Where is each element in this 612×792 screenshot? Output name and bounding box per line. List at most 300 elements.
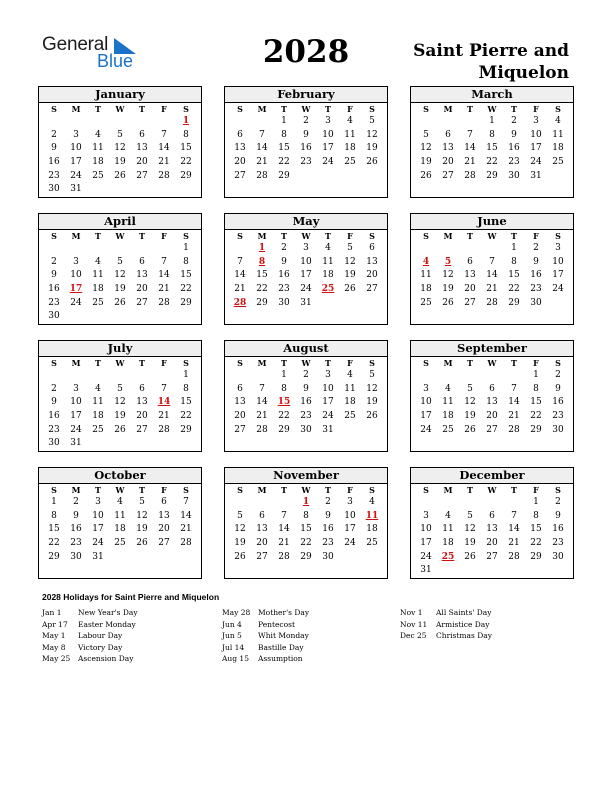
calendar-year: 2028	[262, 34, 350, 70]
day-cell: 3	[423, 510, 429, 521]
holiday-name: Easter Monday	[78, 619, 136, 629]
day-cell: 30	[48, 438, 60, 449]
day-cell: 14	[464, 143, 476, 154]
weekday-header: M	[71, 104, 81, 114]
day-cell: 28	[464, 170, 476, 181]
day-cell: 21	[158, 411, 170, 422]
day-cell: 13	[234, 397, 246, 408]
day-cell: 22	[486, 157, 498, 168]
month-title: August	[225, 341, 387, 357]
holiday-row	[400, 607, 492, 619]
day-cell: 13	[158, 510, 170, 521]
day-cell: 7	[161, 129, 167, 140]
day-cell: 11	[322, 256, 334, 267]
weekday-header: M	[443, 104, 453, 114]
day-cell: 22	[278, 411, 290, 422]
weekday-header: T	[325, 485, 331, 495]
weekday-header: S	[51, 104, 57, 114]
day-cell: 4	[445, 383, 451, 394]
day-cell: 4	[445, 510, 451, 521]
holiday-date: May 25	[42, 654, 71, 663]
day-cell: 21	[256, 157, 268, 168]
day-cell: 26	[136, 538, 148, 549]
day-cell: 6	[259, 510, 265, 521]
holiday-day-cell: 28	[233, 297, 247, 308]
weekday-header: S	[423, 485, 429, 495]
weekday-header: F	[347, 104, 353, 114]
weekday-header: W	[487, 231, 497, 241]
day-cell: 8	[533, 510, 539, 521]
month-grid	[39, 230, 201, 324]
day-cell: 8	[51, 510, 57, 521]
day-cell: 23	[48, 297, 60, 308]
day-cell: 26	[114, 170, 126, 181]
day-cell: 1	[51, 497, 57, 507]
day-cell: 30	[278, 297, 290, 308]
day-cell: 14	[278, 524, 290, 535]
day-cell: 28	[158, 297, 170, 308]
day-cell: 9	[555, 510, 561, 521]
empty-day-cell	[481, 496, 503, 510]
day-cell: 26	[464, 424, 476, 435]
holiday-day-cell: 1	[182, 116, 190, 126]
weekday-header: S	[555, 231, 561, 241]
weekday-header: F	[161, 231, 167, 241]
day-cell: 22	[530, 538, 542, 549]
day-cell: 11	[92, 143, 104, 154]
day-cell: 6	[445, 129, 451, 140]
empty-day-cell	[251, 496, 273, 510]
holiday-day-cell: 17	[69, 284, 83, 295]
day-cell: 20	[234, 411, 246, 422]
day-cell: 27	[136, 297, 148, 308]
weekday-header: S	[369, 231, 375, 241]
empty-day-cell	[153, 242, 175, 256]
day-cell: 25	[92, 170, 104, 181]
day-cell: 3	[73, 256, 79, 267]
empty-day-cell	[415, 496, 437, 510]
day-cell: 10	[420, 397, 432, 408]
month-title: April	[39, 214, 201, 230]
holiday-day-cell: 15	[277, 397, 291, 408]
month-november	[224, 467, 388, 579]
day-cell: 20	[136, 157, 148, 168]
day-cell: 5	[369, 370, 375, 380]
day-cell: 25	[92, 424, 104, 435]
day-cell: 9	[281, 256, 287, 267]
holiday-name: Armistice Day	[436, 619, 490, 629]
holiday-day-cell: 8	[258, 256, 266, 267]
day-cell: 14	[508, 524, 520, 535]
day-cell: 17	[322, 143, 334, 154]
day-cell: 28	[486, 297, 498, 308]
empty-day-cell	[437, 115, 459, 129]
day-cell: 5	[139, 497, 145, 507]
weekday-header: S	[183, 485, 189, 495]
empty-day-cell	[251, 369, 273, 383]
month-june	[410, 213, 574, 325]
day-cell: 22	[278, 157, 290, 168]
day-cell: 9	[51, 143, 57, 154]
empty-day-cell	[503, 496, 525, 510]
day-cell: 17	[92, 524, 104, 535]
day-cell: 29	[530, 424, 542, 435]
weekday-header: F	[347, 231, 353, 241]
day-cell: 15	[530, 524, 542, 535]
holiday-column	[42, 607, 138, 665]
day-cell: 16	[300, 143, 312, 154]
empty-day-cell	[229, 115, 251, 129]
day-cell: 13	[464, 270, 476, 281]
weekday-header: T	[467, 104, 473, 114]
weekday-header: F	[533, 104, 539, 114]
holiday-date: Nov 11	[400, 619, 428, 629]
day-cell: 11	[92, 270, 104, 281]
weekday-header: W	[487, 358, 497, 368]
day-cell: 2	[73, 497, 79, 507]
month-grid	[225, 103, 387, 183]
day-cell: 13	[486, 397, 498, 408]
day-cell: 10	[70, 397, 82, 408]
day-cell: 28	[508, 424, 520, 435]
holiday-date: May 28	[222, 608, 251, 617]
day-cell: 5	[347, 243, 353, 253]
empty-day-cell	[131, 242, 153, 256]
day-cell: 1	[533, 497, 539, 507]
holiday-day-cell: 25	[321, 284, 335, 295]
day-cell: 26	[114, 424, 126, 435]
weekday-header: W	[115, 231, 125, 241]
day-cell: 22	[180, 411, 192, 422]
holiday-row	[222, 642, 309, 654]
day-cell: 16	[300, 397, 312, 408]
weekday-header: M	[443, 358, 453, 368]
day-cell: 3	[325, 370, 331, 380]
day-cell: 27	[158, 538, 170, 549]
weekday-header: T	[511, 485, 517, 495]
weekday-header: T	[139, 358, 145, 368]
day-cell: 31	[530, 170, 542, 181]
day-cell: 12	[420, 143, 432, 154]
day-cell: 15	[300, 524, 312, 535]
weekday-header: T	[281, 231, 287, 241]
empty-day-cell	[415, 369, 437, 383]
weekday-header: S	[423, 231, 429, 241]
day-cell: 26	[464, 551, 476, 562]
day-cell: 25	[114, 538, 126, 549]
month-grid	[39, 357, 201, 451]
day-cell: 27	[136, 424, 148, 435]
day-cell: 23	[530, 284, 542, 295]
day-cell: 7	[161, 383, 167, 394]
day-cell: 19	[234, 538, 246, 549]
weekday-header: M	[443, 231, 453, 241]
day-cell: 21	[486, 284, 498, 295]
day-cell: 28	[278, 551, 290, 562]
day-cell: 20	[136, 284, 148, 295]
day-cell: 23	[508, 157, 520, 168]
day-cell: 8	[533, 383, 539, 394]
day-cell: 10	[344, 510, 356, 521]
day-cell: 2	[281, 243, 287, 253]
day-cell: 17	[530, 143, 542, 154]
day-cell: 5	[117, 256, 123, 267]
holiday-row	[222, 619, 309, 631]
holiday-date: Jun 5	[222, 631, 242, 640]
empty-day-cell	[43, 115, 65, 129]
day-cell: 28	[256, 170, 268, 181]
day-cell: 18	[344, 143, 356, 154]
day-cell: 15	[256, 270, 268, 281]
day-cell: 15	[48, 524, 60, 535]
holiday-row	[222, 653, 309, 665]
empty-day-cell	[437, 496, 459, 510]
day-cell: 28	[180, 538, 192, 549]
day-cell: 31	[300, 297, 312, 308]
day-cell: 26	[366, 411, 378, 422]
day-cell: 4	[95, 256, 101, 267]
weekday-header: W	[487, 485, 497, 495]
holiday-date: Apr 17	[42, 619, 68, 629]
day-cell: 14	[158, 143, 170, 154]
month-april	[38, 213, 202, 325]
holiday-name: Whit Monday	[258, 631, 309, 640]
weekday-header: S	[423, 104, 429, 114]
weekday-header: T	[281, 104, 287, 114]
day-cell: 5	[237, 510, 243, 521]
day-cell: 2	[533, 243, 539, 253]
day-cell: 30	[48, 311, 60, 322]
empty-day-cell	[109, 115, 131, 129]
month-title: October	[39, 468, 201, 484]
empty-day-cell	[109, 242, 131, 256]
weekday-header: S	[51, 358, 57, 368]
month-title: November	[225, 468, 387, 484]
day-cell: 2	[555, 370, 561, 380]
day-cell: 14	[256, 397, 268, 408]
holiday-date: Jan 1	[42, 608, 62, 617]
day-cell: 17	[344, 524, 356, 535]
day-cell: 28	[158, 170, 170, 181]
weekday-header: T	[325, 358, 331, 368]
day-cell: 14	[508, 397, 520, 408]
weekday-header: F	[161, 358, 167, 368]
weekday-header: W	[115, 485, 125, 495]
weekday-header: T	[95, 231, 101, 241]
holidays-title: 2028 Holidays for Saint Pierre and Miquelon	[42, 592, 220, 602]
weekday-header: T	[95, 485, 101, 495]
weekday-header: T	[467, 485, 473, 495]
day-cell: 19	[136, 524, 148, 535]
day-cell: 3	[533, 116, 539, 126]
weekday-header: F	[161, 104, 167, 114]
day-cell: 15	[180, 143, 192, 154]
holiday-date: Nov 1	[400, 608, 423, 617]
weekday-header: S	[555, 485, 561, 495]
day-cell: 19	[464, 538, 476, 549]
day-cell: 4	[95, 383, 101, 394]
day-cell: 12	[114, 270, 126, 281]
day-cell: 9	[555, 383, 561, 394]
weekday-header: W	[115, 358, 125, 368]
day-cell: 30	[48, 184, 60, 195]
day-cell: 10	[420, 524, 432, 535]
day-cell: 16	[530, 270, 542, 281]
day-cell: 15	[180, 270, 192, 281]
weekday-header: S	[369, 358, 375, 368]
day-cell: 7	[161, 256, 167, 267]
day-cell: 31	[420, 565, 432, 576]
day-cell: 9	[51, 397, 57, 408]
day-cell: 21	[278, 538, 290, 549]
day-cell: 6	[237, 129, 243, 140]
holiday-date: Aug 15	[222, 654, 249, 663]
day-cell: 5	[117, 383, 123, 394]
day-cell: 21	[464, 157, 476, 168]
holiday-row	[42, 607, 138, 619]
empty-day-cell	[87, 369, 109, 383]
day-cell: 28	[158, 424, 170, 435]
day-cell: 20	[234, 157, 246, 168]
empty-day-cell	[437, 369, 459, 383]
day-cell: 27	[136, 170, 148, 181]
weekday-header: S	[237, 231, 243, 241]
empty-day-cell	[65, 369, 87, 383]
day-cell: 24	[322, 157, 334, 168]
day-cell: 8	[489, 129, 495, 140]
day-cell: 26	[420, 170, 432, 181]
day-cell: 18	[366, 524, 378, 535]
day-cell: 23	[278, 284, 290, 295]
logo-word-blue: Blue	[97, 51, 134, 71]
weekday-header: S	[183, 104, 189, 114]
day-cell: 17	[70, 157, 82, 168]
day-cell: 9	[303, 383, 309, 394]
day-cell: 25	[92, 297, 104, 308]
day-cell: 19	[114, 284, 126, 295]
empty-day-cell	[415, 242, 437, 256]
day-cell: 18	[92, 411, 104, 422]
month-may	[224, 213, 388, 325]
day-cell: 23	[300, 411, 312, 422]
month-february	[224, 86, 388, 198]
holiday-day-cell: 1	[258, 243, 266, 253]
day-cell: 10	[322, 129, 334, 140]
day-cell: 25	[420, 297, 432, 308]
day-cell: 4	[117, 497, 123, 507]
day-cell: 2	[511, 116, 517, 126]
day-cell: 7	[237, 256, 243, 267]
month-grid	[411, 484, 573, 578]
day-cell: 11	[442, 397, 454, 408]
holiday-name: Christmas Day	[436, 631, 492, 640]
day-cell: 13	[136, 143, 148, 154]
day-cell: 17	[300, 270, 312, 281]
day-cell: 11	[552, 129, 564, 140]
day-cell: 11	[92, 397, 104, 408]
day-cell: 23	[552, 538, 564, 549]
day-cell: 10	[92, 510, 104, 521]
day-cell: 7	[259, 129, 265, 140]
day-cell: 31	[70, 184, 82, 195]
weekday-header: M	[257, 231, 267, 241]
day-cell: 17	[322, 397, 334, 408]
day-cell: 15	[508, 270, 520, 281]
day-cell: 4	[369, 497, 375, 507]
day-cell: 15	[278, 143, 290, 154]
day-cell: 31	[70, 438, 82, 449]
day-cell: 22	[180, 284, 192, 295]
day-cell: 30	[552, 424, 564, 435]
day-cell: 30	[322, 551, 334, 562]
day-cell: 27	[486, 551, 498, 562]
weekday-header: S	[183, 358, 189, 368]
day-cell: 22	[530, 411, 542, 422]
holiday-day-cell: 25	[441, 551, 455, 562]
month-august	[224, 340, 388, 452]
day-cell: 21	[234, 284, 246, 295]
holiday-row	[222, 630, 309, 642]
day-cell: 12	[344, 256, 356, 267]
weekday-header: S	[237, 485, 243, 495]
day-cell: 9	[51, 270, 57, 281]
day-cell: 19	[366, 397, 378, 408]
day-cell: 2	[51, 383, 57, 394]
day-cell: 18	[442, 538, 454, 549]
day-cell: 19	[420, 157, 432, 168]
weekday-header: S	[51, 485, 57, 495]
day-cell: 12	[234, 524, 246, 535]
day-cell: 31	[92, 551, 104, 562]
month-july	[38, 340, 202, 452]
day-cell: 5	[467, 510, 473, 521]
day-cell: 6	[139, 383, 145, 394]
weekday-header: T	[139, 485, 145, 495]
day-cell: 24	[420, 551, 432, 562]
weekday-header: F	[533, 485, 539, 495]
day-cell: 25	[344, 157, 356, 168]
day-cell: 27	[234, 170, 246, 181]
day-cell: 4	[325, 243, 331, 253]
day-cell: 8	[281, 383, 287, 394]
day-cell: 16	[70, 524, 82, 535]
month-september	[410, 340, 574, 452]
day-cell: 14	[180, 510, 192, 521]
weekday-header: T	[511, 231, 517, 241]
empty-day-cell	[131, 115, 153, 129]
holiday-name: Assumption	[258, 654, 303, 663]
day-cell: 20	[158, 524, 170, 535]
day-cell: 5	[117, 129, 123, 140]
day-cell: 14	[256, 143, 268, 154]
month-title: June	[411, 214, 573, 230]
day-cell: 9	[73, 510, 79, 521]
empty-day-cell	[251, 115, 273, 129]
empty-day-cell	[43, 369, 65, 383]
day-cell: 19	[344, 270, 356, 281]
day-cell: 19	[366, 143, 378, 154]
empty-day-cell	[109, 369, 131, 383]
month-title: December	[411, 468, 573, 484]
month-january	[38, 86, 202, 198]
weekday-header: T	[281, 485, 287, 495]
day-cell: 2	[303, 370, 309, 380]
day-cell: 28	[508, 551, 520, 562]
day-cell: 12	[464, 524, 476, 535]
day-cell: 13	[442, 143, 454, 154]
holiday-day-cell: 14	[157, 397, 171, 408]
day-cell: 20	[442, 157, 454, 168]
